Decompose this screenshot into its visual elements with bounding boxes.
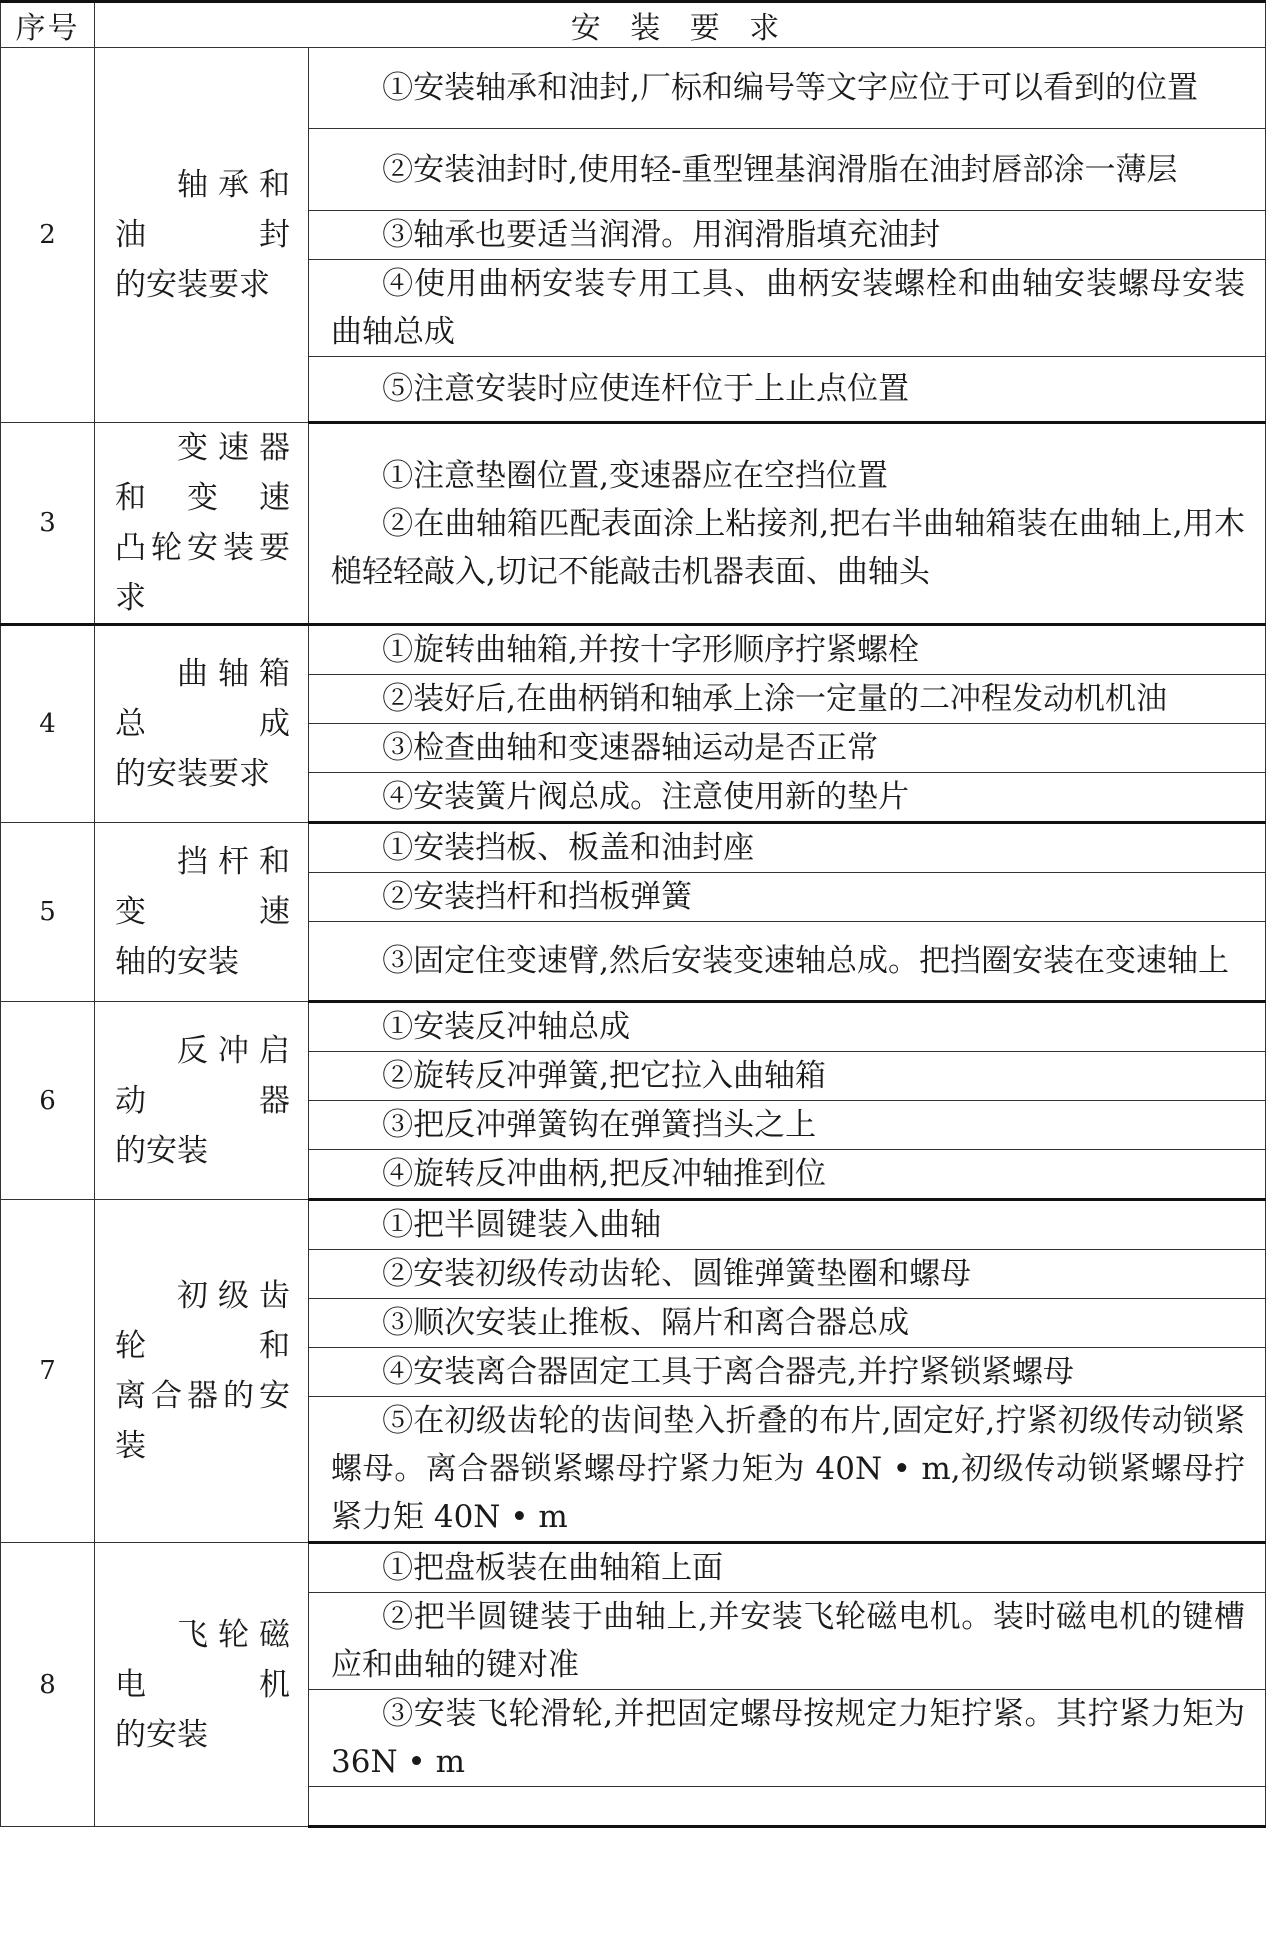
- item-name-line: 挡杆和变速: [115, 844, 290, 930]
- item-name-line: 飞轮磁电机: [115, 1616, 290, 1703]
- requirement-cell: ③检查曲轴和变速器轴运动是否正常: [309, 724, 1266, 773]
- table-row: [1, 423, 1266, 625]
- requirement-cell: ⑤在初级齿轮的齿间垫入折叠的布片,固定好,拧紧初级传动锁紧螺母。离合器锁紧螺母拧紧力矩为 40N • m,初级传动锁紧螺母拧紧力矩 40N • m: [309, 1397, 1266, 1543]
- requirement-cell: ③固定住变速臂,然后安装变速轴总成。把挡圈安装在变速轴上: [309, 922, 1266, 1002]
- serial-number-cell: 3: [1, 423, 95, 625]
- item-name-line: 轴承和油封: [115, 167, 290, 253]
- item-name-line: 的安装: [115, 1132, 208, 1169]
- table-row: [1, 1200, 1266, 1250]
- item-name-cell: [95, 48, 309, 423]
- header-serial-number: 序号: [1, 2, 95, 48]
- item-name-line: 变速器和变速: [115, 430, 290, 516]
- item-name-line: 初级齿轮和: [115, 1278, 290, 1364]
- serial-number-cell: 7: [1, 1200, 95, 1543]
- requirement-paragraph: ②在曲轴箱匹配表面涂上粘接剂,把右半曲轴箱装在曲轴上,用木槌轻轻敲入,切记不能敲击机器表面、曲轴头: [331, 505, 1246, 590]
- item-name-line: 反冲启动器: [115, 1032, 290, 1119]
- requirement-cell: [309, 1787, 1266, 1827]
- table-row: [1, 48, 1266, 129]
- item-name-line: 的安装: [115, 1716, 208, 1753]
- item-name-cell: [95, 1200, 309, 1543]
- item-name-cell: [95, 423, 309, 625]
- requirement-cell: ④使用曲柄安装专用工具、曲柄安装螺栓和曲轴安装螺母安装曲轴总成: [309, 260, 1266, 357]
- table-row: [1, 1543, 1266, 1593]
- item-name-line: 轴的安装: [115, 944, 239, 980]
- requirement-cell: ③把反冲弹簧钩在弹簧挡头之上: [309, 1101, 1266, 1150]
- requirement-cell: [309, 423, 1266, 625]
- requirement-cell: ③轴承也要适当润滑。用润滑脂填充油封: [309, 211, 1266, 260]
- requirement-cell: ④安装离合器固定工具于离合器壳,并拧紧锁紧螺母: [309, 1348, 1266, 1397]
- serial-number-cell: 6: [1, 1002, 95, 1200]
- table-row: [1, 625, 1266, 675]
- requirement-cell: ②装好后,在曲柄销和轴承上涂一定量的二冲程发动机机油: [309, 675, 1266, 724]
- requirement-cell: ②安装挡杆和挡板弹簧: [309, 873, 1266, 922]
- requirement-cell: ④旋转反冲曲柄,把反冲轴推到位: [309, 1150, 1266, 1200]
- item-name-cell: [95, 823, 309, 1002]
- item-name-line: 的安装要求: [115, 756, 270, 792]
- requirement-cell: ②安装油封时,使用轻-重型锂基润滑脂在油封唇部涂一薄层: [309, 129, 1266, 211]
- item-name-line: 曲轴箱总成: [115, 656, 290, 742]
- requirement-cell: ①把半圆键装入曲轴: [309, 1200, 1266, 1250]
- header-row: [1, 2, 1266, 48]
- item-name-cell: [95, 1543, 309, 1827]
- requirement-cell: ③安装飞轮滑轮,并把固定螺母按规定力矩拧紧。其拧紧力矩为 36N • m: [309, 1690, 1266, 1787]
- requirement-paragraph: ①注意垫圈位置,变速器应在空挡位置: [382, 457, 888, 494]
- serial-number-cell: 4: [1, 625, 95, 823]
- table-row: [1, 823, 1266, 873]
- requirement-cell: ②安装初级传动齿轮、圆锥弹簧垫圈和螺母: [309, 1250, 1266, 1299]
- item-name-line: 凸轮安装要求: [115, 530, 290, 616]
- requirement-cell: ④安装簧片阀总成。注意使用新的垫片: [309, 773, 1266, 823]
- serial-number-cell: 5: [1, 823, 95, 1002]
- requirement-cell: ①安装挡板、板盖和油封座: [309, 823, 1266, 873]
- requirement-cell: ②旋转反冲弹簧,把它拉入曲轴箱: [309, 1052, 1266, 1101]
- requirement-cell: ①旋转曲轴箱,并按十字形顺序拧紧螺栓: [309, 625, 1266, 675]
- requirement-cell: ③顺次安装止推板、隔片和离合器总成: [309, 1299, 1266, 1348]
- item-name-cell: [95, 625, 309, 823]
- serial-number-cell: 8: [1, 1543, 95, 1827]
- serial-number-cell: 2: [1, 48, 95, 423]
- table-row: [1, 1002, 1266, 1052]
- item-name-line: 的安装要求: [115, 267, 270, 303]
- requirement-cell: ②把半圆键装于曲轴上,并安装飞轮磁电机。装时磁电机的键槽应和曲轴的键对准: [309, 1593, 1266, 1690]
- requirement-cell: ①把盘板装在曲轴箱上面: [309, 1543, 1266, 1593]
- item-name-line: 离合器的安装: [115, 1378, 290, 1464]
- requirement-cell: ①安装反冲轴总成: [309, 1002, 1266, 1052]
- header-requirements: 安 装 要 求: [95, 2, 1266, 48]
- requirement-cell: ⑤注意安装时应使连杆位于上止点位置: [309, 357, 1266, 423]
- item-name-cell: [95, 1002, 309, 1200]
- requirement-cell: ①安装轴承和油封,厂标和编号等文字应位于可以看到的位置: [309, 48, 1266, 129]
